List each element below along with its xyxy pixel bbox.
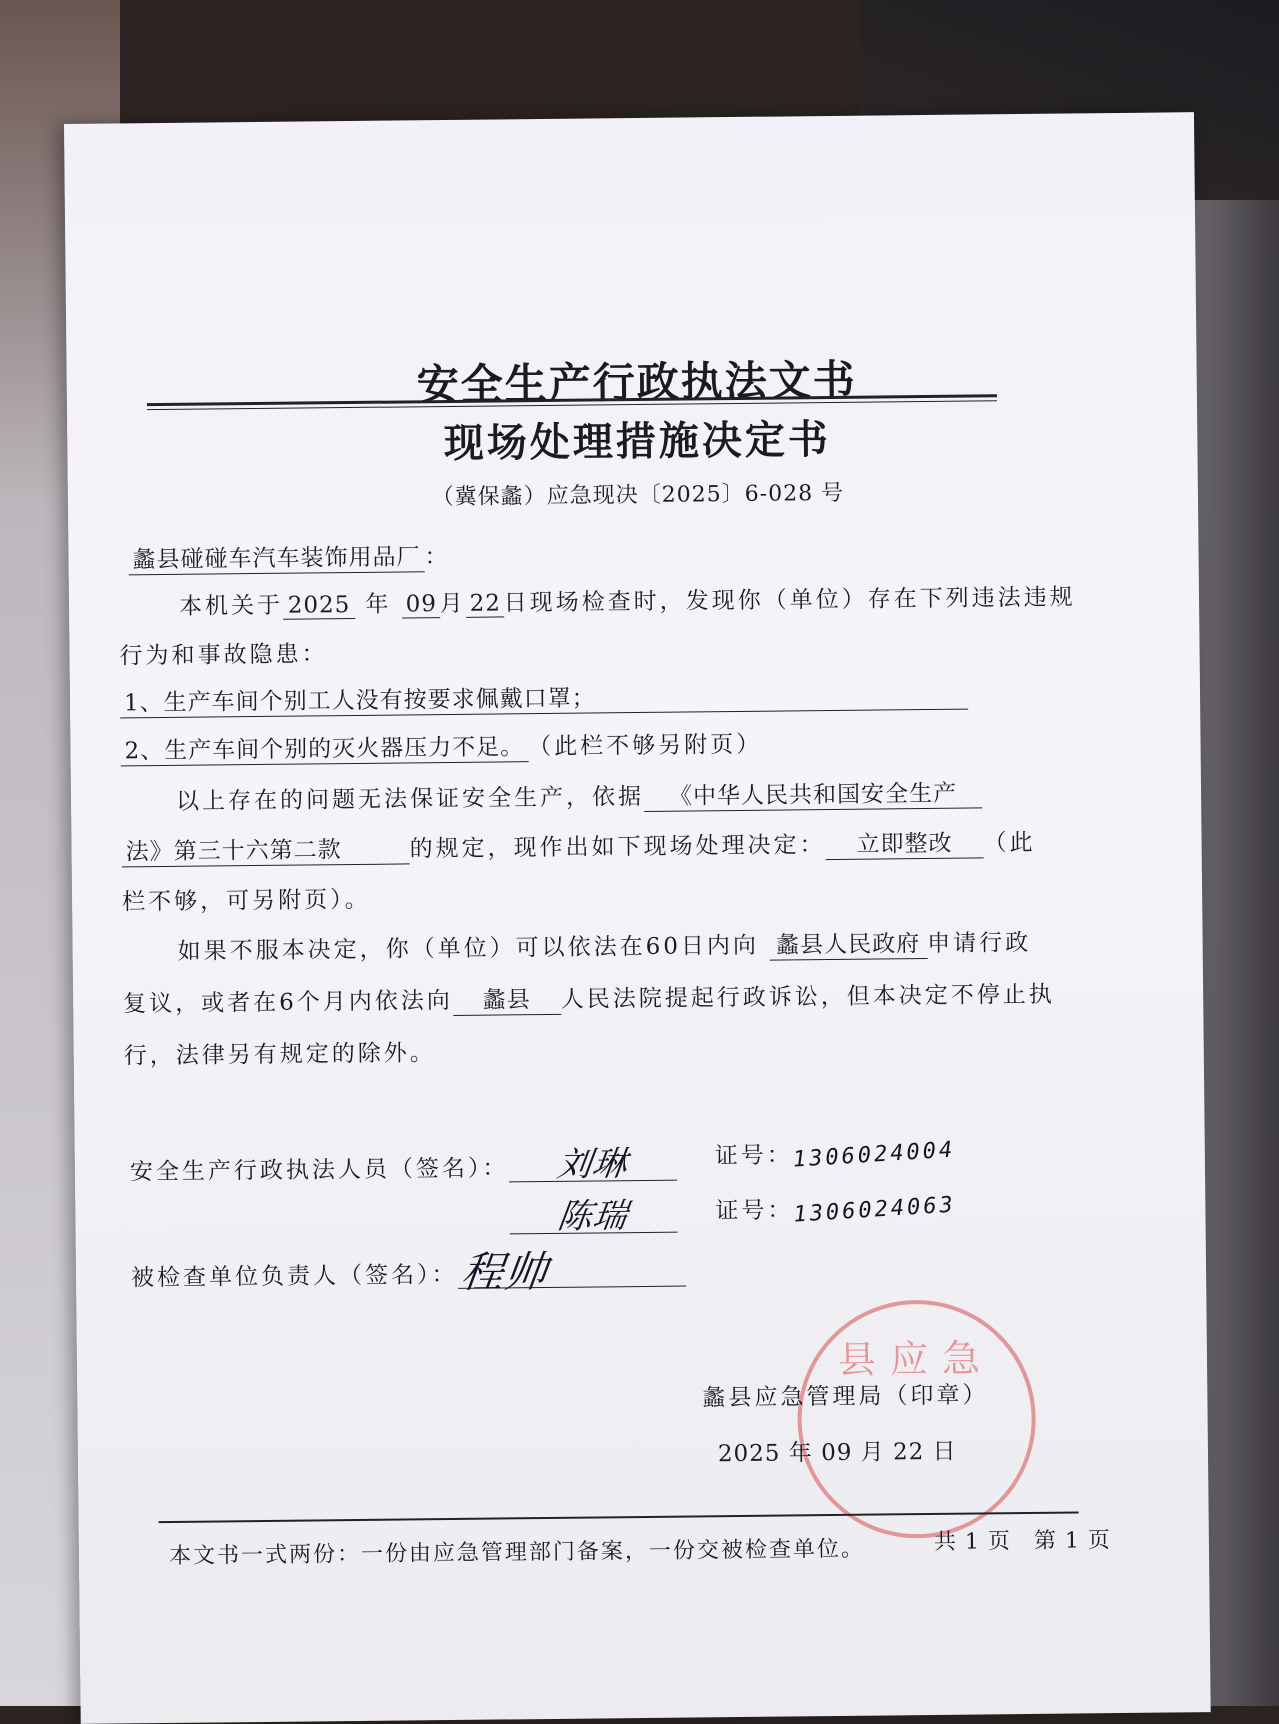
inspection-month: 09	[402, 591, 440, 618]
officer-1-name: 刘琳	[554, 1144, 630, 1185]
on-site-decision: 立即整改	[825, 824, 983, 860]
recipient-line	[128, 538, 450, 575]
document-content	[114, 113, 1171, 1724]
paragraph-3-line-2	[123, 976, 1055, 1020]
unit-head-signature-row	[130, 1238, 686, 1297]
officers-signature-row-1	[130, 1136, 677, 1187]
cert-row-1	[715, 1135, 956, 1171]
issue-2-text: 2、生产车间个别的灭火器压力不足。	[120, 728, 528, 766]
paragraph-2-line-2	[121, 824, 1035, 868]
issue-item-1	[120, 676, 968, 719]
official-seal	[796, 1299, 1036, 1539]
cert-1-number: 1306024004	[792, 1137, 956, 1173]
cert-1-label: 证号：	[714, 1142, 793, 1170]
officer-2-name: 陈瑞	[555, 1196, 631, 1237]
para1-suffix: 日现场检查时，发现你（单位）存在下列违法违规	[503, 584, 1076, 617]
paragraph-3-line-1	[177, 924, 1031, 967]
para3-line2-suffix: 人民法院提起行政诉讼，但本决定不停止执	[560, 981, 1055, 1013]
officers-label: 安全生产行政执法人员（签名）：	[129, 1155, 509, 1186]
cert-row-2	[715, 1190, 956, 1226]
court-county: 蠡县	[453, 981, 561, 1016]
seal-text: 县应急	[837, 1336, 995, 1382]
law-reference-part-2: 法》第三十六第二款	[121, 830, 409, 867]
cert-2-label: 证号：	[715, 1197, 794, 1225]
paragraph-1-line-1	[179, 578, 1076, 620]
document-subtitle: 现场处理措施决定书	[443, 415, 832, 468]
inspection-year: 2025	[283, 592, 355, 620]
para3-prefix: 如果不服本决定，你（单位）可以依法在60日内向	[177, 932, 760, 965]
inspection-day: 22	[466, 590, 504, 617]
document-page	[64, 112, 1211, 1724]
para2-mid: 的规定，现作出如下现场处理决定：	[409, 832, 826, 863]
officer-2-signature	[509, 1188, 677, 1235]
para3-line2-prefix: 复议，或者在6个月内依法向	[123, 987, 453, 1018]
paragraph-2-line-1	[176, 774, 982, 816]
law-reference-part-1: 《中华人民共和国安全生产	[644, 774, 982, 812]
unit-head-signature	[457, 1238, 686, 1297]
issuing-authority: 蠡县应急管理局（印章）	[702, 1382, 989, 1412]
unit-head-name: 程帅	[458, 1246, 551, 1297]
cert-2-number: 1306024063	[792, 1192, 957, 1228]
paragraph-2-line-3: 栏不够，可另附页）。	[122, 886, 371, 916]
officers-signature-row-2	[509, 1188, 677, 1235]
footer-note: 本文书一式两份：一份由应急管理部门备案，一份交被检查单位。	[168, 1536, 866, 1569]
para1-prefix: 本机关于	[178, 592, 284, 620]
unit-head-label: 被检查单位负责人（签名）：	[130, 1261, 458, 1292]
month-label: 月	[439, 590, 466, 618]
issue-2-note: （此栏不够另附页）	[528, 731, 763, 761]
para2-prefix: 以上存在的问题无法保证安全生产，依据	[175, 783, 645, 815]
para2-note-a: （此	[983, 829, 1036, 857]
paragraph-3-line-3: 行，法律另有规定的除外。	[123, 1040, 436, 1070]
document-number: （冀保蠡）应急现决〔2025〕6-028 号	[431, 480, 845, 511]
officer-1-signature	[508, 1136, 676, 1183]
page-count: 共 1 页 第 1 页	[933, 1528, 1111, 1555]
recipient-colon: ：	[424, 543, 451, 571]
issue-date: 2025 年 09 月 22 日	[717, 1438, 957, 1468]
year-label: 年	[365, 591, 392, 618]
review-government: 蠡县人民政府	[769, 925, 927, 961]
issue-item-2	[120, 726, 762, 767]
recipient-name: 蠡县碰碰车汽车装饰用品厂	[128, 538, 424, 575]
issue-1-text: 1、生产车间个别工人没有按要求佩戴口罩；	[120, 676, 968, 719]
paragraph-1-line-2: 行为和事故隐患：	[119, 641, 328, 670]
para3-suffix: 申请行政	[927, 929, 1032, 958]
document-title: 安全生产行政执法文书	[416, 355, 857, 410]
